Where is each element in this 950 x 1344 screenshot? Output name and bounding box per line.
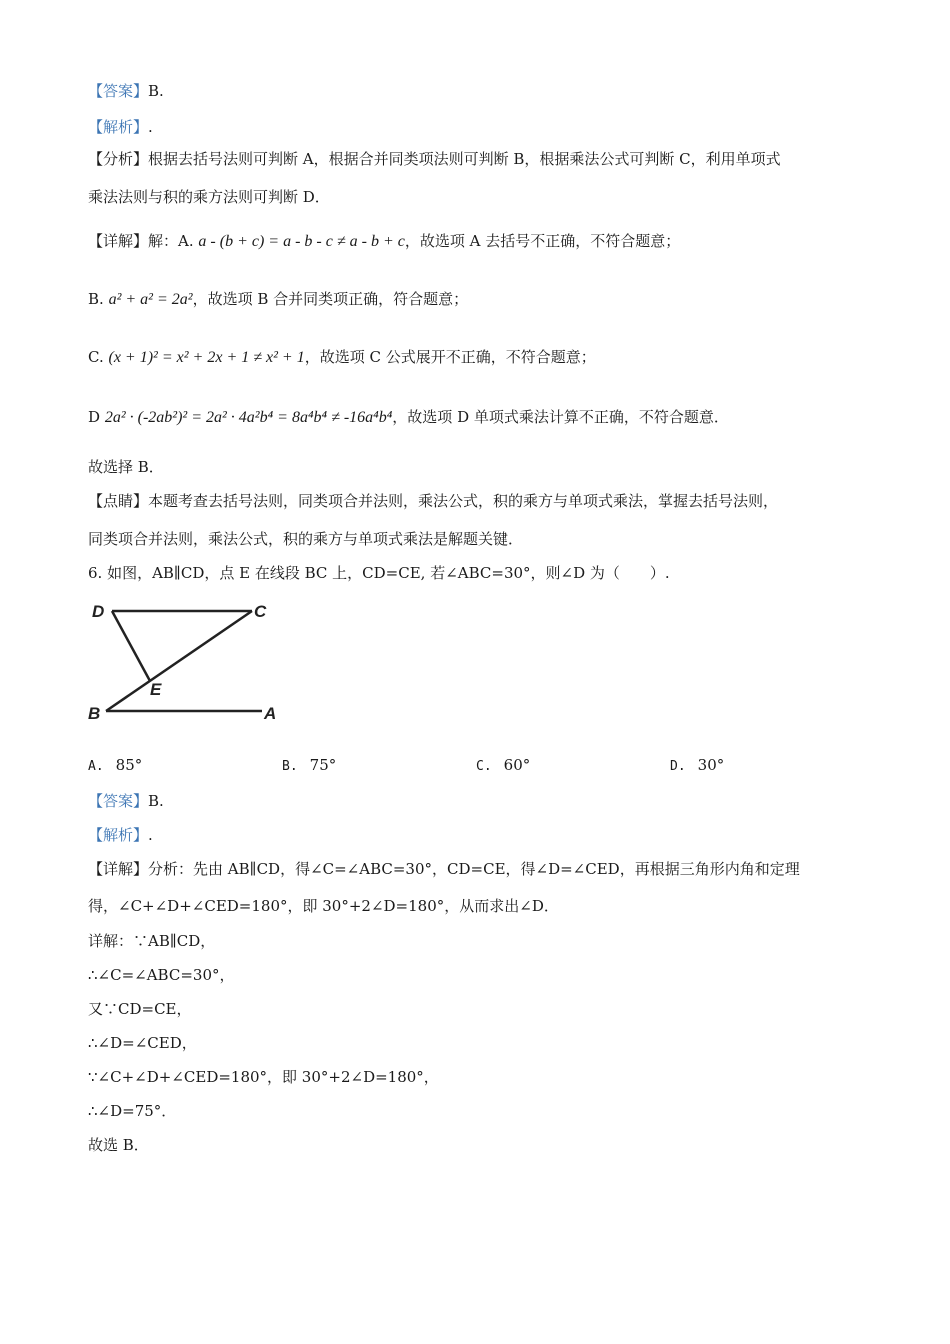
label-e: E: [150, 680, 162, 699]
fenxi-tag: 【分析】: [88, 150, 149, 168]
detail-tag: 【详解】: [88, 860, 149, 878]
q6-question: 6. 如图，AB∥CD，点 E 在线段 BC 上，CD=CE, 若∠ABC=30°，则∠D 为（ ）.: [88, 564, 670, 582]
label-c: C: [254, 602, 267, 621]
q5-fenxi-line2: 乘法法则与积的乘方法则可判断 D．: [88, 188, 330, 206]
answer-value: B.: [148, 792, 164, 810]
q6-detail-line1: 【详解】分析：先由 AB∥CD，得∠C=∠ABC=30°，CD=CE，得∠D=∠CED，再根据三角形内角和定理: [88, 860, 800, 878]
math-expression-b: a² + a² = 2a²: [108, 291, 193, 308]
label-d: D: [92, 602, 105, 621]
step-line: ∴∠C=∠ABC=30°，: [88, 966, 235, 984]
step-line: ∴∠D=∠CED，: [88, 1034, 197, 1052]
q6-detail-line2: 得，∠C+∠D+∠CED=180°，即 30°+2∠D=180°，从而求出∠D．: [88, 897, 559, 915]
step-line: 又∵CD=CE，: [88, 1000, 192, 1018]
q5-answer-line: [88, 80, 164, 101]
answer-tag: 【答案】: [88, 82, 149, 100]
segment-cb: [106, 611, 252, 711]
math-expression-d: 2a² · (-2ab²)² = 2a² · 4a²b⁴ = 8a⁴b⁴ ≠ -16a⁴b⁴: [104, 409, 393, 426]
label-b: B: [88, 704, 101, 723]
option-a[interactable]: A. 85°: [88, 756, 143, 774]
answer-value: B.: [148, 82, 164, 100]
q5-option-c-detail: C. (x + 1)² = x² + 2x + 1 ≠ x² + 1，故选项 C 公式展开不正确，不符合题意；: [88, 348, 596, 366]
math-expression-c: (x + 1)² = x² + 2x + 1 ≠ x² + 1: [108, 349, 305, 366]
segment-de: [112, 611, 150, 681]
option-c[interactable]: C. 60°: [476, 756, 531, 774]
q5-option-a-detail: 【详解】解：A. a - (b + c) = a - b - c ≠ a - b + c，故选项 A 去括号不正确，不符合题意；: [88, 232, 681, 250]
q5-option-b-detail: B. a² + a² = 2a²，故选项 B 合并同类项正确，符合题意；: [88, 290, 469, 308]
geometry-figure: [82, 595, 302, 735]
q5-option-d-detail: D 2a² · (-2ab²)² = 2a² · 4a²b⁴ = 8a⁴b⁴ ≠ -16a⁴b⁴，故选项 D 单项式乘法计算不正确，不符合题意．: [88, 408, 729, 426]
q5-dianjing-line1: 【点睛】本题考查去括号法则，同类项合并法则，乘法公式，积的乘方与单项式乘法，掌握去括号法则，: [88, 492, 779, 510]
q5-dianjing-line2: 同类项合并法则，乘法公式，积的乘方与单项式乘法是解题关键．: [88, 530, 524, 548]
math-expression-a: a - (b + c) = a - b - c ≠ a - b + c: [198, 233, 405, 250]
q5-analysis-line: 【解析】.: [88, 118, 153, 136]
q6-answer-line: [88, 790, 164, 811]
answer-tag: 【答案】: [88, 792, 149, 810]
q5-fenxi-line1: 【分析】根据去括号法则可判断 A，根据合并同类项法则可判断 B，根据乘法公式可判断 C，利用单项式: [88, 150, 781, 168]
step-line: 详解：∵AB∥CD，: [88, 932, 216, 950]
analysis-tag: 【解析】: [88, 118, 149, 136]
detail-tag: 【详解】: [88, 232, 149, 250]
q5-choose: 故选择 B．: [88, 458, 164, 476]
analysis-tag: 【解析】: [88, 826, 149, 844]
step-line: ∴∠D=75°．: [88, 1102, 177, 1120]
step-line: ∵∠C+∠D+∠CED=180°，即 30°+2∠D=180°，: [88, 1068, 439, 1086]
label-a: A: [264, 704, 277, 723]
dianjing-tag: 【点睛】: [88, 492, 149, 510]
option-d[interactable]: D. 30°: [670, 756, 725, 774]
q6-analysis-line: 【解析】.: [88, 826, 153, 844]
step-line: 故选 B．: [88, 1136, 149, 1154]
option-b[interactable]: B. 75°: [282, 756, 337, 774]
